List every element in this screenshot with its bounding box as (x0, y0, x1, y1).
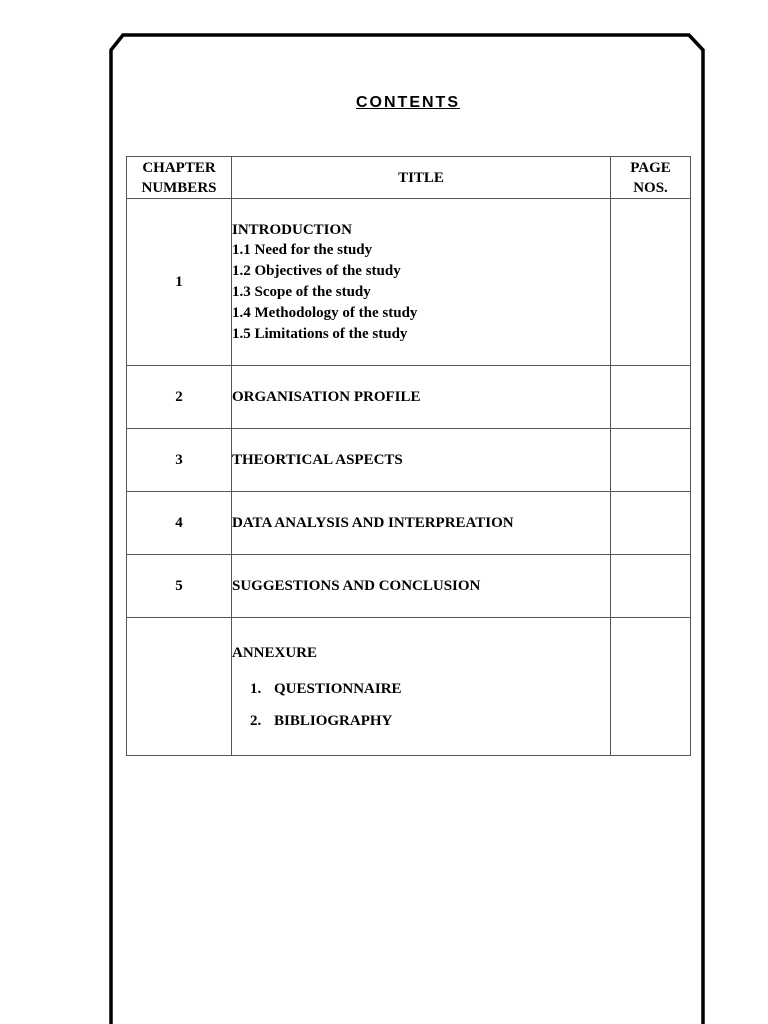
subsection-item: 1.1 Need for the study (232, 242, 373, 259)
table-header-row (127, 157, 691, 199)
chapter-title-cell (232, 618, 611, 756)
page-number-cell (611, 199, 691, 366)
chapter-title: DATA ANALYSIS AND INTERPREATION (232, 492, 611, 555)
header-page-nos: PAGE NOS. (611, 157, 691, 199)
subsection-item: 1.5 Limitations of the study (232, 325, 408, 342)
chapter-title: ANNEXURE (232, 645, 318, 661)
page-number-cell (611, 555, 691, 618)
chapter-title-cell (232, 199, 611, 366)
chapter-title: INTRODUCTION (232, 221, 353, 238)
subsection-item: 1.3 Scope of the study (232, 284, 371, 300)
header-chapter-numbers: CHAPTER NUMBERS (127, 157, 232, 199)
subsection-item: 1.2 Objectives of the study (232, 263, 401, 280)
table-row (127, 366, 691, 429)
page-number-cell (611, 429, 691, 492)
chapter-number: 1 (127, 199, 232, 366)
chapter-title: THEORTICAL ASPECTS (232, 429, 611, 492)
subsection-item: 1.4 Methodology of the study (232, 304, 418, 321)
table-row (127, 618, 691, 756)
chapter-number: 3 (127, 429, 232, 492)
table-row (127, 429, 691, 492)
table-row (127, 555, 691, 618)
list-item: 2. BIBLIOGRAPHY (250, 713, 393, 729)
chapter-number: 5 (127, 555, 232, 618)
page-number-cell (611, 618, 691, 756)
chapter-number (127, 618, 232, 756)
chapter-number: 4 (127, 492, 232, 555)
chapter-title: SUGGESTIONS AND CONCLUSION (232, 555, 611, 618)
table-row (127, 199, 691, 366)
chapter-number: 2 (127, 366, 232, 429)
chapter-title: ORGANISATION PROFILE (232, 366, 611, 429)
contents-table (126, 156, 691, 756)
page-title: CONTENTS (356, 94, 460, 111)
page-number-cell (611, 492, 691, 555)
list-item: 1. QUESTIONNAIRE (250, 681, 402, 697)
table-row (127, 492, 691, 555)
annexure-list (232, 681, 610, 730)
page-number-cell (611, 366, 691, 429)
header-title: TITLE (232, 157, 611, 199)
